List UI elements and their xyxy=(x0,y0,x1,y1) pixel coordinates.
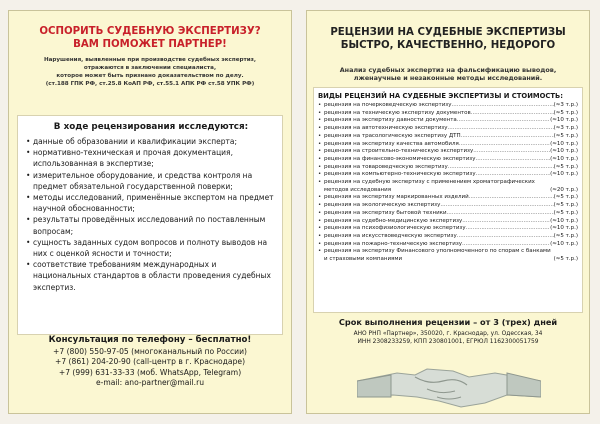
right-subtitle-line2: лженаучные и незаконные методы исследований. xyxy=(353,74,543,83)
price-row-price: (≈3 т.р.) xyxy=(553,102,578,108)
left-headline-line2: ВАМ ПОМОЖЕТ ПАРТНЕР! xyxy=(73,39,227,50)
bullet-icon: • xyxy=(318,109,322,116)
bullet-icon: • xyxy=(318,232,322,239)
bullet-icon: • xyxy=(318,248,322,255)
dot-leader xyxy=(448,164,554,172)
phone-mobile[interactable]: +7 (999) 631-33-33 (моб. WhatsApp, Telegram) xyxy=(58,367,242,377)
bullet-icon: • xyxy=(318,140,322,147)
legal-note-line: которое может быть признано доказательством по делу. xyxy=(56,73,244,79)
price-row-name: рецензия на искусствоведческую экспертизу xyxy=(324,232,457,239)
bullet-icon: • xyxy=(26,137,31,146)
price-row-name: рецензия на трасологическую экспертизу ДТП xyxy=(324,132,461,139)
bullet-icon: • xyxy=(318,194,322,201)
price-row xyxy=(318,156,578,164)
price-row xyxy=(318,141,578,149)
bullet-icon: • xyxy=(26,193,31,203)
list-item-text: данные об образовании и квалификации эксперта; xyxy=(33,137,237,146)
price-row-price: (≈10 т.р.) xyxy=(550,140,578,147)
email-link[interactable]: e-mail: ano-partner@mail.ru xyxy=(95,378,205,388)
legal-note-line: Нарушения, выявленные при производстве судебных экспертиз, xyxy=(43,57,257,63)
right-headline-line1: РЕЦЕНЗИИ НА СУДЕБНЫЕ ЭКСПЕРТИЗЫ xyxy=(330,27,566,38)
price-list-title: ВИДЫ РЕЦЕНЗИЙ НА СУДЕБНЫЕ ЭКСПЕРТИЗЫ И СТОИМОСТЬ: xyxy=(318,92,563,100)
list-item xyxy=(26,237,276,259)
right-subtitle xyxy=(315,66,581,82)
bullet-icon: • xyxy=(318,202,322,209)
list-item xyxy=(26,192,276,214)
phone-call-center[interactable]: +7 (861) 204-20-90 (call-центр в г. Краснодаре) xyxy=(54,357,246,367)
price-row-price: (≈20 т.р.) xyxy=(550,186,578,193)
price-row xyxy=(318,164,578,172)
price-row-name: рецензия на экспертизу давности документа xyxy=(324,117,457,124)
dot-leader xyxy=(462,218,550,226)
list-item xyxy=(26,147,276,169)
list-item-text: нормативно-техническая и прочая документация, использованная в экспертизе; xyxy=(33,148,233,169)
price-row-name: рецензия на экспертизу Финансового уполномоченного по спорам с банками и страховыми компаниями xyxy=(324,248,551,263)
bullet-icon: • xyxy=(318,155,322,162)
right-headline-line2: БЫСТРО, КАЧЕСТВЕННО, НЕДОРОГО xyxy=(340,39,556,51)
price-row-price: (≈3 т.р.) xyxy=(553,125,578,132)
price-list xyxy=(318,102,578,264)
bullet-icon: • xyxy=(318,163,322,170)
price-row-name: рецензия на экспертизу бытовой техники xyxy=(324,209,447,216)
review-scope-box xyxy=(17,115,283,335)
price-row xyxy=(318,102,578,110)
company-info xyxy=(311,330,585,346)
price-row-price: (≈5 т.р.) xyxy=(553,209,578,216)
bullet-icon: • xyxy=(318,132,322,139)
bullet-icon: • xyxy=(26,237,31,247)
price-row xyxy=(318,117,578,125)
price-row-price: (≈10 т.р.) xyxy=(550,148,578,155)
dot-leader xyxy=(471,110,554,118)
bullet-icon: • xyxy=(318,240,322,247)
price-row-name: рецензия на товароведческую экспертизу xyxy=(324,163,448,170)
price-row xyxy=(318,171,578,179)
company-requisites: ИНН 2308233259, КПП 230801001, ЕГРЮЛ 1162300051759 xyxy=(357,339,539,345)
list-item-text: результаты проведённых исследований по поставленным вопросам; xyxy=(33,215,266,236)
right-panel xyxy=(306,10,590,414)
list-item xyxy=(26,170,276,192)
dot-leader xyxy=(457,117,550,125)
price-row-name: рецензия на компьютерно-техническую экспертизу xyxy=(324,171,476,178)
price-row xyxy=(318,179,578,194)
price-row-price: (≈10 т.р.) xyxy=(550,240,578,247)
price-row xyxy=(318,218,578,226)
price-row-price: (≈5 т.р.) xyxy=(553,163,578,170)
price-row-price: (≈10 т.р.) xyxy=(550,155,578,162)
list-item-text: сущность заданных судом вопросов и полноту выводов на них с оценкой ясности и точности; xyxy=(33,237,268,259)
price-row-name: рецензия на психофизиологическую экспертизу xyxy=(324,225,466,232)
legal-note xyxy=(19,56,281,88)
bullet-icon: • xyxy=(318,171,322,178)
price-row xyxy=(318,110,578,118)
dot-leader xyxy=(466,225,551,233)
bullet-icon: • xyxy=(26,215,31,225)
price-row-name: рецензия на судебную экспертизу с применением хроматографических методов исследования xyxy=(324,179,535,193)
price-row-price: (≈5 т.р.) xyxy=(553,132,578,139)
price-row-name: рецензия на экспертизу качества автомобиля xyxy=(324,140,459,147)
list-item xyxy=(26,214,276,236)
dot-leader xyxy=(459,141,550,149)
term-info: Срок выполнения рецензии – от 3 (трех) дней xyxy=(338,317,558,327)
bullet-icon: • xyxy=(318,209,322,216)
price-row-price: (≈10 т.р.) xyxy=(550,217,578,224)
price-row-name: рецензия на строительно-техническую экспертизу xyxy=(324,148,474,155)
price-row-price: (≈10 т.р.) xyxy=(550,225,578,232)
dot-leader xyxy=(461,133,554,141)
contact-block xyxy=(13,335,287,389)
list-item-text: методы исследований, применённые экспертом на предмет научной обоснованности; xyxy=(33,193,274,214)
bullet-icon: • xyxy=(26,148,31,158)
dot-leader xyxy=(475,156,550,164)
dot-leader xyxy=(447,210,554,218)
left-headline-line1: ОСПОРИТЬ СУДЕБНУЮ ЭКСПЕРТИЗУ? xyxy=(39,26,261,37)
dot-leader xyxy=(451,102,553,110)
price-row-name: рецензия на финансово-экономическую экспертизу xyxy=(324,155,476,162)
legal-note-line: (ст.188 ГПК РФ, ст.25.8 КоАП РФ, ст.55.1 АПК РФ ст.58 УПК РФ) xyxy=(45,81,255,87)
price-row-name: рецензия на автотехническую экспертизу xyxy=(324,125,448,132)
price-row xyxy=(318,194,578,202)
dot-leader xyxy=(476,171,551,179)
left-panel xyxy=(8,10,292,414)
price-row xyxy=(318,202,578,210)
bullet-icon: • xyxy=(318,179,322,186)
bullet-icon: • xyxy=(318,117,322,124)
review-scope-list xyxy=(26,136,276,293)
dot-leader xyxy=(462,241,550,249)
list-item-text: соответствие требованиям международных и национальных стандартов в области проведения судебных экспертиз. xyxy=(33,260,271,292)
list-item-text: измерительное оборудование, и средства контроля на предмет обязательной государственной поверки; xyxy=(33,170,253,191)
price-row-price: (≈5 т.р.) xyxy=(553,194,578,201)
price-row-price: (≈5 т.р.) xyxy=(553,232,578,239)
price-row xyxy=(318,148,578,156)
phone-multichannel[interactable]: +7 (800) 550-97-05 (многоканальный по России) xyxy=(52,346,248,356)
dot-leader xyxy=(440,202,553,210)
right-headline xyxy=(311,27,585,52)
bullet-icon: • xyxy=(318,225,322,232)
bullet-icon: • xyxy=(26,260,31,270)
price-list-box xyxy=(313,87,583,313)
price-row-name: рецензия на экспертизу маркированных изделий xyxy=(324,194,469,201)
price-row-price: (≈10 т.р.) xyxy=(550,171,578,178)
price-row-price: (≈5 т.р.) xyxy=(553,202,578,209)
price-row-name: рецензия на техническую экспертизу документов xyxy=(324,109,471,116)
bullet-icon: • xyxy=(318,217,322,224)
left-headline xyxy=(13,25,287,51)
bullet-icon: • xyxy=(26,170,31,180)
list-item xyxy=(26,136,276,147)
bullet-icon: • xyxy=(318,125,322,132)
price-row-name: рецензия на почерковедческую экспертизу xyxy=(324,102,452,108)
legal-note-line: отражаются в заключении специалиста, xyxy=(83,65,217,71)
price-row xyxy=(318,125,578,133)
price-row xyxy=(318,241,578,249)
bullet-icon: • xyxy=(318,102,322,108)
dot-leader xyxy=(469,194,554,202)
price-row xyxy=(318,210,578,218)
list-item xyxy=(26,259,276,293)
price-row xyxy=(318,133,578,141)
price-row-price: (≈5 т.р.) xyxy=(553,109,578,116)
price-row-price: (≈10 т.р.) xyxy=(550,117,578,124)
dot-leader xyxy=(457,233,554,241)
price-row xyxy=(318,225,578,233)
dot-leader xyxy=(447,125,553,133)
price-row-price: (≈5 т.р.) xyxy=(553,256,578,263)
price-row-name: рецензия на пожарно-техническую экспертизу xyxy=(324,240,463,247)
price-row-name: рецензия на экологическую экспертизу xyxy=(324,202,441,209)
bullet-icon: • xyxy=(318,148,322,155)
review-scope-title: В ходе рецензирования исследуются: xyxy=(53,122,249,132)
contact-title: Консультация по телефону – бесплатно! xyxy=(48,335,252,345)
price-row xyxy=(318,233,578,241)
company-address: АНО РНП «Партнер», 350020, г. Краснодар, ул. Одесская, 34 xyxy=(353,331,543,337)
right-subtitle-line1: Анализ судебных экспертиз на фальсификацию выводов, xyxy=(339,66,557,74)
handshake-icon xyxy=(357,351,541,409)
dot-leader xyxy=(473,148,550,156)
price-row xyxy=(318,248,578,263)
price-row-name: рецензия на судебно-медицинскую экспертизу xyxy=(324,217,463,224)
